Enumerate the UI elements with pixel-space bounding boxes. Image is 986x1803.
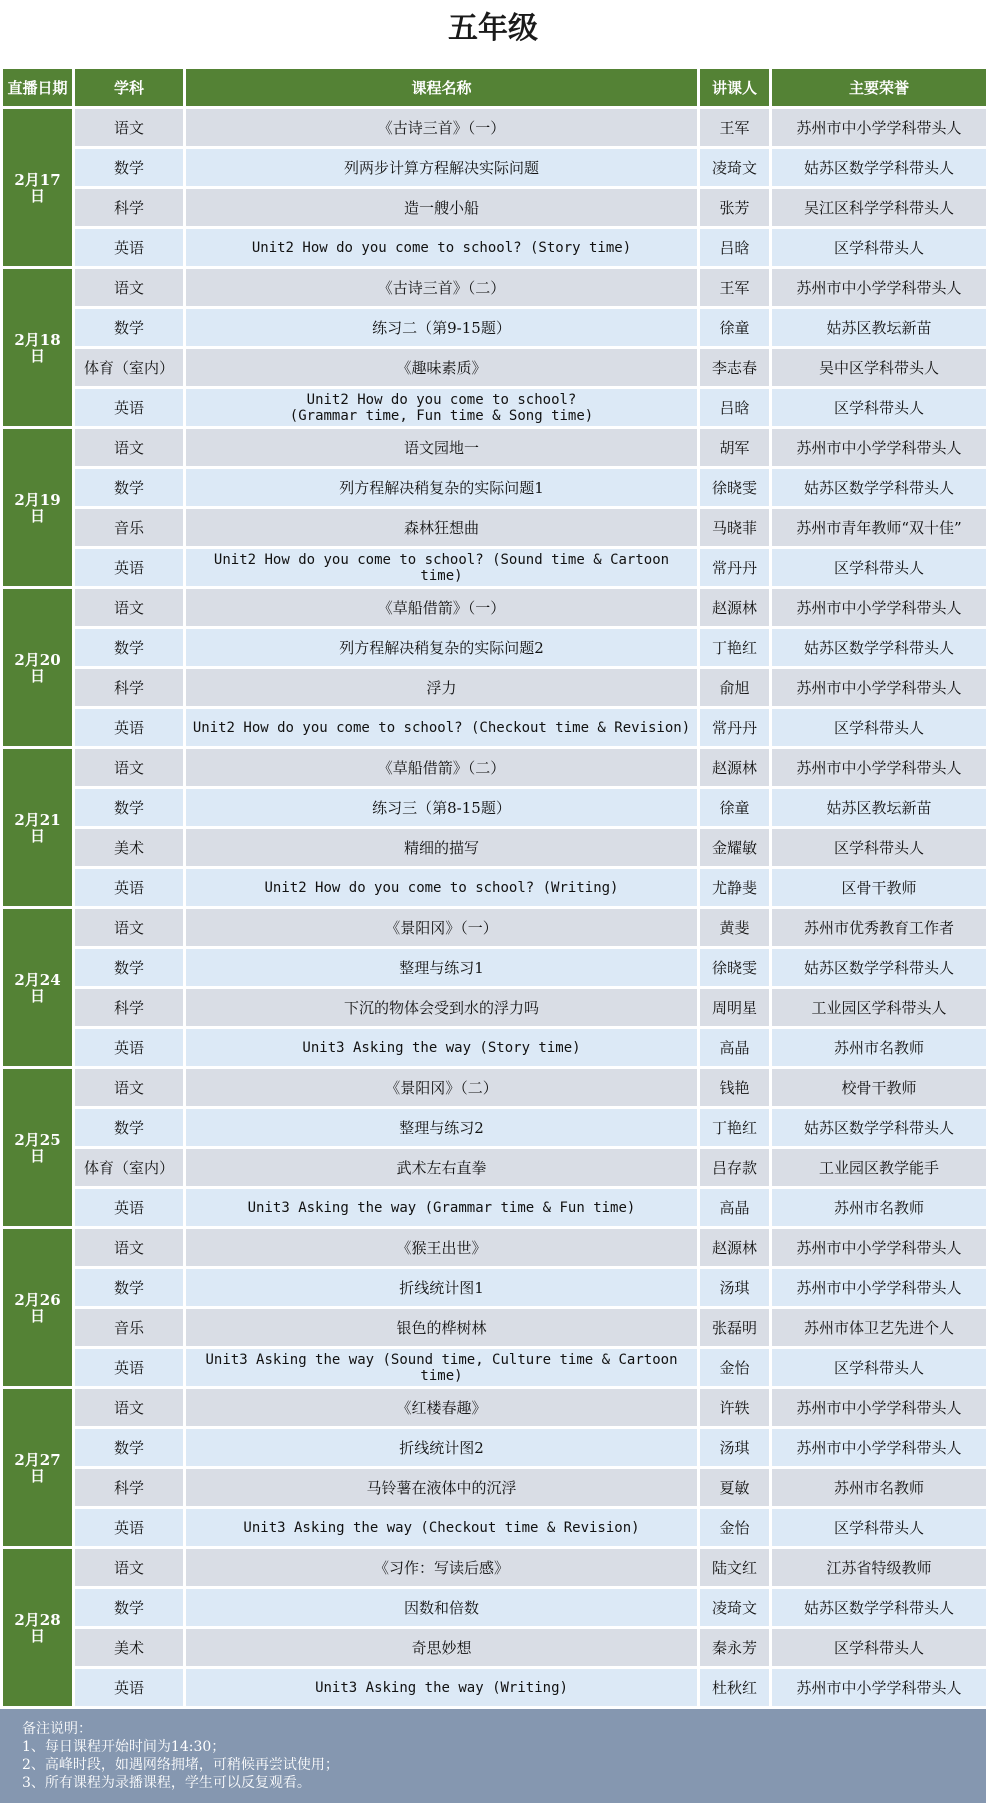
table-row [3,1029,986,1066]
teacher-cell: 俞旭 [700,669,769,706]
course-cell: 练习二（第9-15题） [186,309,697,346]
subject-cell: 体育（室内） [75,349,183,386]
course-cell: 《红楼春趣》 [186,1389,697,1426]
honor-cell: 区学科带头人 [772,389,986,426]
notes-line: 3、所有课程为录播课程，学生可以反复观看。 [22,1775,311,1791]
subject-cell: 英语 [75,1509,183,1546]
table-row [3,709,986,746]
table-row [3,1549,986,1586]
teacher-cell: 吕晗 [700,229,769,266]
course-cell: 折线统计图2 [186,1429,697,1466]
subject-cell: 音乐 [75,1309,183,1346]
table-row [3,949,986,986]
table-row [3,629,986,666]
subject-cell: 语文 [75,1229,183,1266]
honor-cell: 姑苏区数学学科带头人 [772,149,986,186]
table-row [3,789,986,826]
teacher-cell: 王军 [700,109,769,146]
date-cell: 2月24日 [3,909,72,1066]
table-row [3,1349,986,1386]
teacher-cell: 高晶 [700,1189,769,1226]
course-cell: Unit2 How do you come to school? (Sound time & Cartoon time) [186,549,697,586]
honor-cell: 苏州市青年教师“双十佳” [772,509,986,546]
honor-cell: 苏州市中小学学科带头人 [772,1429,986,1466]
teacher-cell: 张磊明 [700,1309,769,1346]
header-teacher: 讲课人 [700,69,769,106]
table-row [3,109,986,146]
honor-cell: 苏州市中小学学科带头人 [772,749,986,786]
teacher-cell: 徐童 [700,789,769,826]
date-cell: 2月27日 [3,1389,72,1546]
subject-cell: 数学 [75,789,183,826]
honor-cell: 姑苏区数学学科带头人 [772,1589,986,1626]
course-cell: Unit3 Asking the way (Grammar time & Fun time) [186,1189,697,1226]
honor-cell: 姑苏区数学学科带头人 [772,1109,986,1146]
honor-cell: 区学科带头人 [772,1629,986,1666]
course-cell: 整理与练习1 [186,949,697,986]
teacher-cell: 赵源林 [700,1229,769,1266]
date-cell: 2月17日 [3,109,72,266]
subject-cell: 音乐 [75,509,183,546]
subject-cell: 英语 [75,1669,183,1706]
notes-line: 2、高峰时段，如遇网络拥堵，可稍候再尝试使用； [22,1757,339,1773]
course-cell: Unit2 How do you come to school? (Grammar time, Fun time & Song time) [186,389,697,426]
subject-cell: 语文 [75,589,183,626]
course-cell: 《草船借箭》（一） [186,589,697,626]
teacher-cell: 金怡 [700,1509,769,1546]
table-row [3,389,986,426]
header-date: 直播日期 [3,69,72,106]
date-cell: 2月18日 [3,269,72,426]
subject-cell: 数学 [75,1589,183,1626]
honor-cell: 区学科带头人 [772,1509,986,1546]
teacher-cell: 吕存款 [700,1149,769,1186]
course-cell: 列两步计算方程解决实际问题 [186,149,697,186]
table-row [3,1189,986,1226]
table-row [3,1069,986,1106]
teacher-cell: 丁艳红 [700,629,769,666]
honor-cell: 区学科带头人 [772,549,986,586]
subject-cell: 英语 [75,1349,183,1386]
course-cell: 武术左右直拳 [186,1149,697,1186]
course-cell: 奇思妙想 [186,1629,697,1666]
course-cell: Unit2 How do you come to school? (Checkout time & Revision) [186,709,697,746]
course-cell: 折线统计图1 [186,1269,697,1306]
honor-cell: 吴中区学科带头人 [772,349,986,386]
teacher-cell: 陆文红 [700,1549,769,1586]
teacher-cell: 吕晗 [700,389,769,426]
table-row [3,1589,986,1626]
course-cell: 因数和倍数 [186,1589,697,1626]
subject-cell: 语文 [75,909,183,946]
honor-cell: 姑苏区教坛新苗 [772,309,986,346]
honor-cell: 苏州市中小学学科带头人 [772,1229,986,1266]
honor-cell: 姑苏区数学学科带头人 [772,469,986,506]
notes-line: 1、每日课程开始时间为14:30； [22,1739,226,1755]
subject-cell: 英语 [75,389,183,426]
subject-cell: 英语 [75,709,183,746]
course-cell: 整理与练习2 [186,1109,697,1146]
subject-cell: 数学 [75,1269,183,1306]
header-course: 课程名称 [186,69,697,106]
table-row [3,1149,986,1186]
teacher-cell: 金怡 [700,1349,769,1386]
course-cell: Unit3 Asking the way (Sound time, Culture time & Cartoon time) [186,1349,697,1386]
teacher-cell: 常丹丹 [700,709,769,746]
subject-cell: 英语 [75,549,183,586]
course-cell: 练习三（第8-15题） [186,789,697,826]
subject-cell: 美术 [75,1629,183,1666]
honor-cell: 姑苏区教坛新苗 [772,789,986,826]
teacher-cell: 夏敏 [700,1469,769,1506]
teacher-cell: 杜秋红 [700,1669,769,1706]
table-row [3,509,986,546]
table-row [3,909,986,946]
subject-cell: 语文 [75,109,183,146]
subject-cell: 美术 [75,829,183,866]
honor-cell: 区学科带头人 [772,709,986,746]
subject-cell: 语文 [75,1389,183,1426]
course-cell: 银色的桦树林 [186,1309,697,1346]
table-row [3,1429,986,1466]
notes-heading: 备注说明： [22,1721,92,1737]
course-cell: 《景阳冈》（一） [186,909,697,946]
table-row [3,1309,986,1346]
table-row [3,149,986,186]
subject-cell: 英语 [75,1029,183,1066]
honor-cell: 苏州市中小学学科带头人 [772,669,986,706]
teacher-cell: 李志春 [700,349,769,386]
course-cell: 《趣味素质》 [186,349,697,386]
subject-cell: 数学 [75,1429,183,1466]
teacher-cell: 赵源林 [700,589,769,626]
honor-cell: 江苏省特级教师 [772,1549,986,1586]
course-cell: Unit2 How do you come to school? (Story time) [186,229,697,266]
subject-cell: 科学 [75,189,183,226]
honor-cell: 苏州市中小学学科带头人 [772,429,986,466]
teacher-cell: 丁艳红 [700,1109,769,1146]
header-subject: 学科 [75,69,183,106]
teacher-cell: 许轶 [700,1389,769,1426]
schedule-table [0,66,986,1709]
course-cell: 语文园地一 [186,429,697,466]
honor-cell: 苏州市体卫艺先进个人 [772,1309,986,1346]
course-cell: Unit3 Asking the way (Writing) [186,1669,697,1706]
course-cell: 精细的描写 [186,829,697,866]
subject-cell: 数学 [75,949,183,986]
date-cell: 2月28日 [3,1549,72,1706]
teacher-cell: 张芳 [700,189,769,226]
subject-cell: 体育（室内） [75,1149,183,1186]
table-row [3,749,986,786]
honor-cell: 区学科带头人 [772,229,986,266]
honor-cell: 姑苏区数学学科带头人 [772,949,986,986]
honor-cell: 区骨干教师 [772,869,986,906]
honor-cell: 苏州市名教师 [772,1469,986,1506]
table-row [3,1669,986,1706]
subject-cell: 语文 [75,1549,183,1586]
honor-cell: 苏州市名教师 [772,1189,986,1226]
subject-cell: 英语 [75,229,183,266]
course-cell: 《草船借箭》（二） [186,749,697,786]
honor-cell: 校骨干教师 [772,1069,986,1106]
teacher-cell: 钱艳 [700,1069,769,1106]
table-row [3,549,986,586]
header-row [3,69,986,106]
table-row [3,589,986,626]
table-row [3,1109,986,1146]
table-row [3,1389,986,1426]
teacher-cell: 秦永芳 [700,1629,769,1666]
teacher-cell: 赵源林 [700,749,769,786]
subject-cell: 科学 [75,989,183,1026]
course-cell: 《猴王出世》 [186,1229,697,1266]
subject-cell: 语文 [75,429,183,466]
course-cell: 《景阳冈》（二） [186,1069,697,1106]
teacher-cell: 汤琪 [700,1269,769,1306]
subject-cell: 数学 [75,309,183,346]
date-cell: 2月25日 [3,1069,72,1226]
course-cell: 《古诗三首》（二） [186,269,697,306]
teacher-cell: 高晶 [700,1029,769,1066]
course-cell: 马铃薯在液体中的沉浮 [186,1469,697,1506]
date-cell: 2月21日 [3,749,72,906]
teacher-cell: 胡军 [700,429,769,466]
table-row [3,349,986,386]
course-cell: 森林狂想曲 [186,509,697,546]
course-cell: 列方程解决稍复杂的实际问题1 [186,469,697,506]
table-row [3,1469,986,1506]
teacher-cell: 徐晓雯 [700,469,769,506]
table-row [3,1509,986,1546]
table-row [3,669,986,706]
date-cell: 2月19日 [3,429,72,586]
course-cell: 造一艘小船 [186,189,697,226]
teacher-cell: 金耀敏 [700,829,769,866]
header-honor: 主要荣誉 [772,69,986,106]
subject-cell: 语文 [75,749,183,786]
notes-panel [0,1709,986,1803]
table-row [3,469,986,506]
teacher-cell: 常丹丹 [700,549,769,586]
course-cell: 列方程解决稍复杂的实际问题2 [186,629,697,666]
honor-cell: 苏州市中小学学科带头人 [772,589,986,626]
subject-cell: 科学 [75,1469,183,1506]
date-cell: 2月20日 [3,589,72,746]
subject-cell: 语文 [75,269,183,306]
table-row [3,189,986,226]
table-row [3,269,986,306]
course-cell: 《古诗三首》（一） [186,109,697,146]
teacher-cell: 徐晓雯 [700,949,769,986]
course-cell: 《习作：写读后感》 [186,1549,697,1586]
honor-cell: 工业园区教学能手 [772,1149,986,1186]
subject-cell: 科学 [75,669,183,706]
honor-cell: 工业园区学科带头人 [772,989,986,1026]
date-cell: 2月26日 [3,1229,72,1386]
honor-cell: 苏州市中小学学科带头人 [772,1269,986,1306]
course-cell: Unit3 Asking the way (Checkout time & Revision) [186,1509,697,1546]
course-cell: Unit2 How do you come to school? (Writing) [186,869,697,906]
subject-cell: 数学 [75,629,183,666]
honor-cell: 苏州市中小学学科带头人 [772,1669,986,1706]
table-row [3,229,986,266]
honor-cell: 苏州市优秀教育工作者 [772,909,986,946]
teacher-cell: 尤静斐 [700,869,769,906]
teacher-cell: 周明星 [700,989,769,1026]
table-row [3,1629,986,1666]
course-cell: Unit3 Asking the way (Story time) [186,1029,697,1066]
table-row [3,1229,986,1266]
course-cell: 下沉的物体会受到水的浮力吗 [186,989,697,1026]
subject-cell: 数学 [75,1109,183,1146]
course-cell: 浮力 [186,669,697,706]
subject-cell: 语文 [75,1069,183,1106]
honor-cell: 区学科带头人 [772,1349,986,1386]
page-title: 五年级 [448,11,538,46]
subject-cell: 数学 [75,469,183,506]
table-row [3,1269,986,1306]
subject-cell: 英语 [75,869,183,906]
teacher-cell: 凌琦文 [700,1589,769,1626]
table-row [3,869,986,906]
table-row [3,989,986,1026]
honor-cell: 姑苏区数学学科带头人 [772,629,986,666]
subject-cell: 数学 [75,149,183,186]
honor-cell: 苏州市中小学学科带头人 [772,269,986,306]
honor-cell: 苏州市中小学学科带头人 [772,1389,986,1426]
teacher-cell: 黄斐 [700,909,769,946]
table-row [3,829,986,866]
teacher-cell: 汤琪 [700,1429,769,1466]
teacher-cell: 王军 [700,269,769,306]
honor-cell: 苏州市中小学学科带头人 [772,109,986,146]
table-row [3,429,986,466]
schedule-body [3,109,986,1706]
honor-cell: 吴江区科学学科带头人 [772,189,986,226]
teacher-cell: 马晓菲 [700,509,769,546]
honor-cell: 区学科带头人 [772,829,986,866]
subject-cell: 英语 [75,1189,183,1226]
teacher-cell: 徐童 [700,309,769,346]
table-row [3,309,986,346]
honor-cell: 苏州市名教师 [772,1029,986,1066]
teacher-cell: 凌琦文 [700,149,769,186]
